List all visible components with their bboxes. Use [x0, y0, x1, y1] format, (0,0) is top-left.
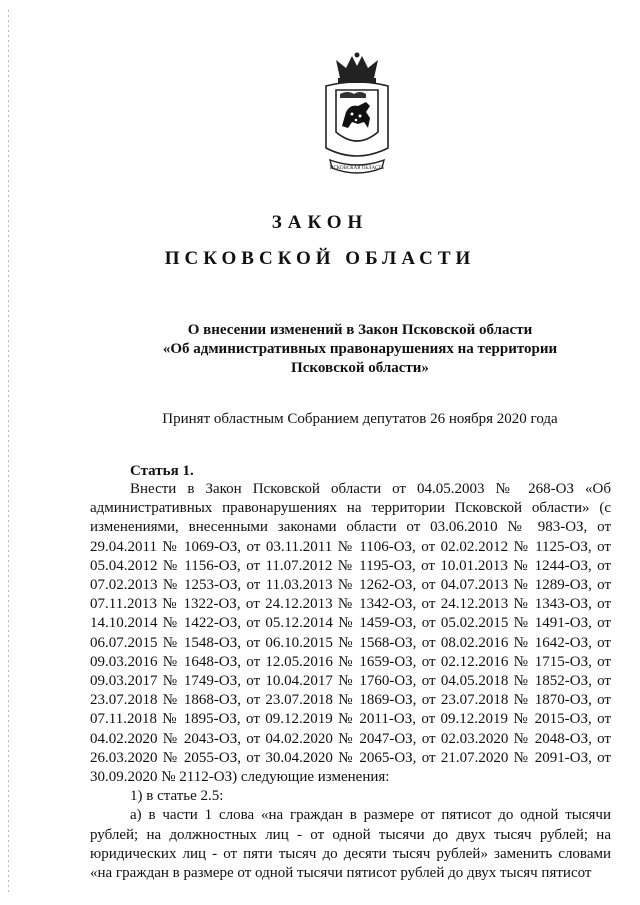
coat-of-arms-emblem [322, 52, 392, 180]
law-subject-line: О внесении изменений в Закон Псковской области [187, 322, 533, 338]
article-heading: Статья 1. [130, 463, 194, 479]
article-item-1: 1) в статье 2.5: [130, 788, 224, 805]
law-subject-line: «Об административных правонарушениях на территории [162, 341, 558, 357]
article-body [90, 480, 611, 883]
page-edge-line [8, 10, 9, 895]
law-subject-line: Псковской области» [291, 360, 429, 376]
adoption-statement: Принят областным Собранием депутатов 26 ноября 2020 года [162, 411, 558, 427]
article-intro-paragraph: Внести в Закон Псковской области от 04.05.2003 № 268-ОЗ «Об административных правонарушениях на территории Псковской области» (с изменениями, внесенными законами области от 03.06.2010 № 983-ОЗ, от 29.04.2011 № 1069-ОЗ, от 03.11.2011 № 1106-ОЗ, от 02.02.2012 № 1125-ОЗ, от 05.04.2012 № 1156-ОЗ, от 11.07.2012 № 1195-ОЗ, от 10.01.2013 № 1244-ОЗ, от 07.02.2013 № 1253-ОЗ, от 11.03.2013 № 1262-ОЗ, от 04.07.2013 № 1289-ОЗ, от 07.11.2013 № 1322-ОЗ, от 24.12.2013 № 1342-ОЗ, от 24.12.2013 № 1343-ОЗ, от 14.10.2014 № 1422-ОЗ, от 05.12.2014 № 1459-ОЗ, от 05.02.2015 № 1491-ОЗ, от 06.07.2015 № 1548-ОЗ, от 06.10.2015 № 1568-ОЗ, от 08.02.2016 № 1642-ОЗ, от 09.03.2016 № 1648-ОЗ, от 12.05.2016 № 1659-ОЗ, от 02.12.2016 № 1715-ОЗ, от 09.03.2017 № 1749-ОЗ, от 10.04.2017 № 1760-ОЗ, от 04.05.2018 № 1852-ОЗ, от 23.07.2018 № 1868-ОЗ, от 23.07.2018 № 1869-ОЗ, от 23.07.2018 № 1870-ОЗ, от 07.11.2018 № 1895-ОЗ, от 09.12.2019 № 2011-ОЗ, от 09.12.2019 № 2015-ОЗ, от 04.02.2020 № 2043-ОЗ, от 04.02.2020 № 2047-ОЗ, от 02.03.2020 № 2048-ОЗ, от 26.03.2020 № 2055-ОЗ, от 30.04.2020 № 2065-ОЗ, от 21.07.2020 № 2091-ОЗ, от 30.09.2020 № 2112-ОЗ) следующие изменения: [90, 481, 611, 786]
document-title-region: ПСКОВСКОЙ ОБЛАСТИ [164, 248, 476, 269]
article-item-1a: а) в части 1 слова «на граждан в размере от пятисот до одной тысячи рублей; на должностных лиц - от одной тысячи до двух тысяч рублей; на юридических лиц - от пяти тысяч до десяти тысяч рублей» заменить словами «на граждан в размере от одной тысячи пятисот рублей до двух тысяч пятисот [90, 807, 611, 882]
document-title-law: ЗАКОН [271, 212, 369, 233]
svg-text:ПСКОВСКАЯ ОБЛАСТЬ: ПСКОВСКАЯ ОБЛАСТЬ [329, 166, 385, 171]
law-subject [100, 321, 620, 378]
